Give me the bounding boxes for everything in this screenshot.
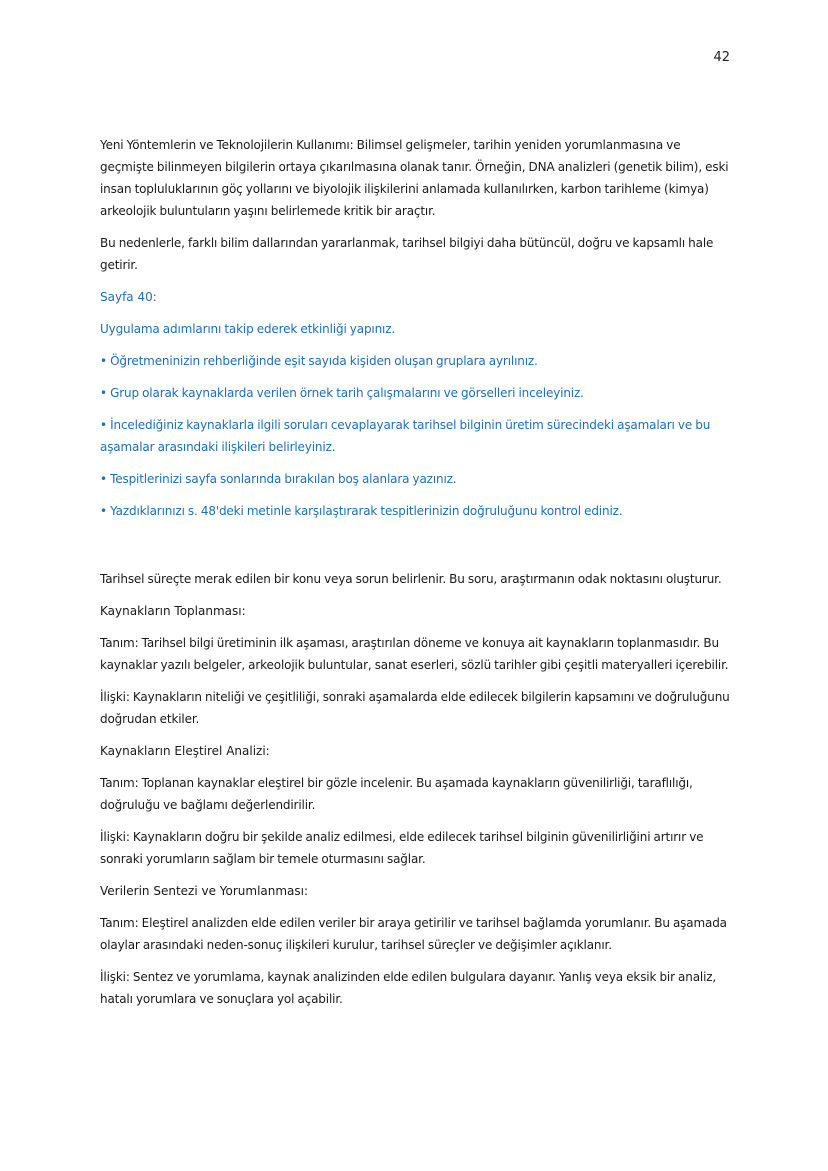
activity-step: • İncelediğiniz kaynaklarla ilgili soruları cevaplayarak tarihsel bilginin üretim sürecindeki aşamaları ve bu aşamalar arasındaki ilişkileri belirleyiniz. <box>100 414 732 458</box>
relation-synthesis: İlişki: Sentez ve yorumlama, kaynak analizinden elde edilen bulgulara dayanır. Yanlış veya eksik bir analiz, hatalı yorumlara ve sonuçlara yol açabilir. <box>100 970 717 1006</box>
activity-step: • Grup olarak kaynaklarda verilen örnek tarih çalışmalarını ve görselleri inceleyiniz. <box>100 382 732 404</box>
page-content <box>100 134 732 1020</box>
activity-intro: Uygulama adımlarını takip ederek etkinliği yapınız. <box>100 322 396 336</box>
definition-source-collection: Tanım: Tarihsel bilgi üretiminin ilk aşaması, araştırılan döneme ve konuya ait kaynakların toplanmasıdır. Bu kaynaklar yazılı belgeler, arkeolojik buluntular, sanat eserleri, sözlü tarihler gibi çeşitli materyalleri içerebilir. <box>100 636 729 672</box>
definition-critical-analysis: Tanım: Toplanan kaynaklar eleştirel bir gözle incelenir. Bu aşamada kaynakların güvenilirliği, taraflılığı, doğruluğu ve bağlamı değerlendirilir. <box>100 776 693 812</box>
section-spacer <box>100 532 732 568</box>
paragraph-conclusion: Bu nedenlerle, farklı bilim dallarından yararlanmak, tarihsel bilgiyi daha bütüncül, doğru ve kapsamlı hale getirir. <box>100 236 714 272</box>
relation-source-collection: İlişki: Kaynakların niteliği ve çeşitliliği, sonraki aşamalarda elde edilecek bilgilerin kapsamını ve doğruluğunu doğrudan etkiler. <box>100 690 730 726</box>
heading-source-collection: Kaynakların Toplanması: <box>100 604 246 618</box>
paragraph-research-question: Tarihsel süreçte merak edilen bir konu veya sorun belirlenir. Bu soru, araştırmanın odak noktasını oluşturur. <box>100 572 722 586</box>
heading-critical-analysis: Kaynakların Eleştirel Analizi: <box>100 744 270 758</box>
paragraph-new-methods: Yeni Yöntemlerin ve Teknolojilerin Kullanımı: Bilimsel gelişmeler, tarihin yeniden yorumlanmasına ve geçmişte bilinmeyen bilgilerin ortaya çıkarılmasına olanak tanır. Örneğin, DNA analizleri (genetik bilim), eski insan topluluklarının göç yollarını ve biyolojik ilişkilerini anlamada kullanılırken, karbon tarihleme (kimya) arkeolojik buluntuların yaşını belirlemede kritik bir araçtır. <box>100 138 729 218</box>
relation-critical-analysis: İlişki: Kaynakların doğru bir şekilde analiz edilmesi, elde edilecek tarihsel bilginin güvenilirliğini artırır ve sonraki yorumların sağlam bir temele oturmasını sağlar. <box>100 830 704 866</box>
activity-step: • Tespitlerinizi sayfa sonlarında bırakılan boş alanlara yazınız. <box>100 468 732 490</box>
page-number: 42 <box>713 50 730 65</box>
activity-step: • Yazdıklarınızı s. 48'deki metinle karşılaştırarak tespitlerinizin doğruluğunu kontrol ediniz. <box>100 500 732 522</box>
definition-synthesis: Tanım: Eleştirel analizden elde edilen veriler bir araya getirilir ve tarihsel bağlamda yorumlanır. Bu aşamada olaylar arasındaki neden-sonuç ilişkileri kurulur, tarihsel süreçler ve değişimler açıklanır. <box>100 916 727 952</box>
activity-step: • Öğretmeninizin rehberliğinde eşit sayıda kişiden oluşan gruplara ayrılınız. <box>100 350 732 372</box>
heading-synthesis: Verilerin Sentezi ve Yorumlanması: <box>100 884 309 898</box>
activity-page-ref: Sayfa 40: <box>100 290 157 304</box>
